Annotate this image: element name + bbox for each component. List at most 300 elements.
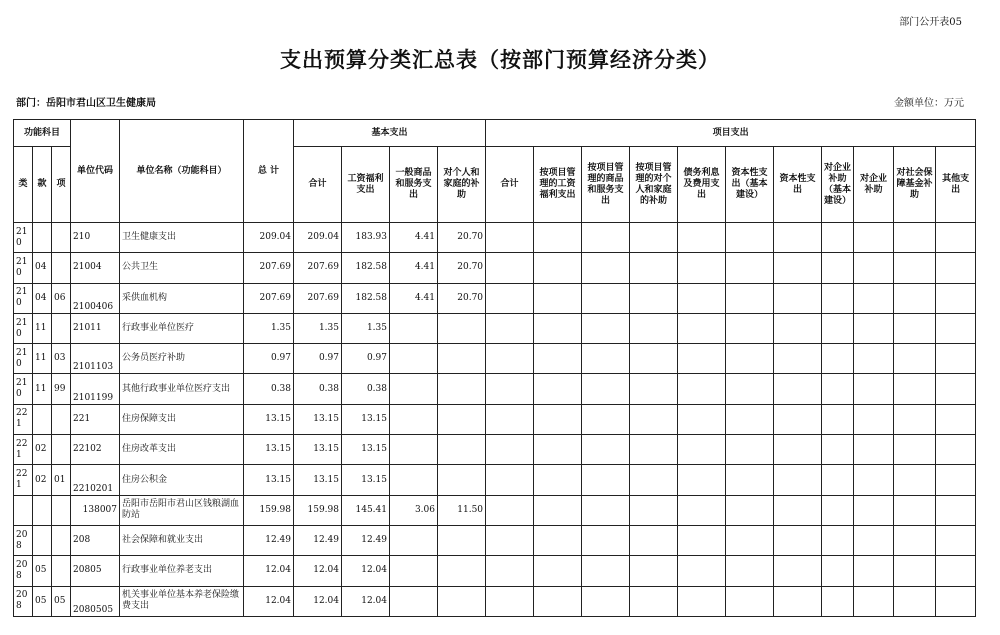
cell-lei: 221	[14, 435, 33, 465]
cell-project-empty	[774, 525, 822, 555]
header-basic-col: 对个人和家庭的补助	[438, 147, 486, 223]
cell-project-empty	[630, 404, 678, 434]
header-kuan: 款	[33, 147, 52, 223]
cell-project-empty	[936, 374, 976, 404]
form-number: 部门公开表05	[899, 17, 962, 28]
cell-kuan: 05	[33, 556, 52, 586]
cell-project-empty	[894, 374, 936, 404]
cell-project-empty	[936, 404, 976, 434]
cell-xiang	[52, 525, 71, 555]
cell-project-empty	[486, 344, 534, 374]
cell-project-empty	[582, 586, 630, 616]
cell-project-empty	[936, 435, 976, 465]
cell-unit-name: 行政事业单位养老支出	[120, 556, 244, 586]
cell-project-empty	[486, 223, 534, 253]
cell-project-empty	[678, 374, 726, 404]
cell-project-empty	[726, 404, 774, 434]
cell-project-empty	[774, 495, 822, 525]
cell-personal: 20.70	[438, 253, 486, 283]
cell-personal	[438, 344, 486, 374]
cell-project-empty	[894, 465, 936, 495]
cell-lei: 221	[14, 404, 33, 434]
cell-basic-total: 13.15	[294, 465, 342, 495]
cell-project-empty	[582, 313, 630, 343]
table-row	[14, 556, 976, 586]
cell-project-empty	[774, 435, 822, 465]
cell-unit-code: 20805	[71, 556, 120, 586]
cell-kuan: 05	[33, 586, 52, 616]
cell-project-empty	[486, 556, 534, 586]
cell-project-empty	[678, 404, 726, 434]
cell-project-empty	[774, 253, 822, 283]
cell-goods	[390, 586, 438, 616]
cell-project-empty	[678, 283, 726, 313]
cell-project-empty	[534, 525, 582, 555]
cell-unit-name: 住房公积金	[120, 465, 244, 495]
cell-project-empty	[894, 495, 936, 525]
cell-project-empty	[678, 253, 726, 283]
cell-project-empty	[726, 374, 774, 404]
cell-unit-code: 210	[71, 223, 120, 253]
header-project-col: 按项目管理的工资福利支出	[534, 147, 582, 223]
cell-total: 12.49	[244, 525, 294, 555]
cell-project-empty	[678, 495, 726, 525]
cell-total: 207.69	[244, 283, 294, 313]
cell-project-empty	[894, 313, 936, 343]
cell-project-empty	[822, 313, 854, 343]
cell-unit-code: 21011	[71, 313, 120, 343]
cell-unit-code: 2101103	[71, 344, 120, 374]
cell-project-empty	[774, 465, 822, 495]
cell-basic-total: 207.69	[294, 253, 342, 283]
cell-xiang	[52, 253, 71, 283]
cell-xiang	[52, 313, 71, 343]
cell-xiang	[52, 404, 71, 434]
cell-project-empty	[630, 283, 678, 313]
table-row	[14, 344, 976, 374]
cell-wage: 182.58	[342, 253, 390, 283]
cell-project-empty	[894, 283, 936, 313]
table-body	[14, 223, 976, 617]
cell-project-empty	[894, 404, 936, 434]
header-project-col: 对企业补助	[854, 147, 894, 223]
cell-project-empty	[534, 465, 582, 495]
cell-project-empty	[534, 283, 582, 313]
cell-goods: 4.41	[390, 223, 438, 253]
cell-project-empty	[936, 313, 976, 343]
cell-project-empty	[822, 465, 854, 495]
cell-project-empty	[822, 586, 854, 616]
cell-project-empty	[630, 495, 678, 525]
cell-goods	[390, 465, 438, 495]
cell-project-empty	[534, 556, 582, 586]
cell-project-empty	[822, 556, 854, 586]
cell-project-empty	[630, 313, 678, 343]
cell-kuan: 04	[33, 253, 52, 283]
cell-project-empty	[534, 404, 582, 434]
header-basic-col: 工资福利支出	[342, 147, 390, 223]
header-project-col: 资本性支出（基本建设）	[726, 147, 774, 223]
cell-project-empty	[774, 223, 822, 253]
cell-project-empty	[630, 344, 678, 374]
cell-project-empty	[726, 344, 774, 374]
cell-project-empty	[822, 253, 854, 283]
cell-project-empty	[894, 525, 936, 555]
cell-project-empty	[678, 525, 726, 555]
cell-personal	[438, 586, 486, 616]
cell-project-empty	[582, 253, 630, 283]
table-row	[14, 495, 976, 525]
cell-project-empty	[534, 253, 582, 283]
cell-lei: 210	[14, 374, 33, 404]
header-project-col: 对企业补助（基本建设）	[822, 147, 854, 223]
cell-project-empty	[630, 556, 678, 586]
table-row	[14, 374, 976, 404]
header-project-col: 按项目管理的对个人和家庭的补助	[630, 147, 678, 223]
cell-lei: 210	[14, 344, 33, 374]
cell-unit-name: 机关事业单位基本养老保险缴费支出	[120, 586, 244, 616]
cell-project-empty	[630, 374, 678, 404]
cell-total: 1.35	[244, 313, 294, 343]
cell-project-empty	[486, 465, 534, 495]
cell-personal: 11.50	[438, 495, 486, 525]
cell-project-empty	[774, 313, 822, 343]
cell-project-empty	[854, 283, 894, 313]
cell-wage: 12.04	[342, 556, 390, 586]
cell-project-empty	[726, 465, 774, 495]
cell-unit-name: 行政事业单位医疗	[120, 313, 244, 343]
cell-project-empty	[894, 253, 936, 283]
header-project-col: 按项目管理的商品和服务支出	[582, 147, 630, 223]
cell-kuan	[33, 404, 52, 434]
cell-total: 13.15	[244, 435, 294, 465]
cell-unit-code: 2101199	[71, 374, 120, 404]
cell-project-empty	[894, 435, 936, 465]
cell-project-empty	[486, 495, 534, 525]
cell-kuan: 11	[33, 344, 52, 374]
header-project-col: 其他支出	[936, 147, 976, 223]
cell-project-empty	[936, 525, 976, 555]
cell-project-empty	[936, 253, 976, 283]
cell-project-empty	[534, 344, 582, 374]
cell-project-empty	[534, 223, 582, 253]
cell-lei: 210	[14, 313, 33, 343]
cell-project-empty	[894, 223, 936, 253]
cell-project-empty	[630, 465, 678, 495]
cell-xiang	[52, 223, 71, 253]
cell-project-empty	[582, 556, 630, 586]
table-row	[14, 313, 976, 343]
cell-unit-code: 22102	[71, 435, 120, 465]
cell-project-empty	[726, 283, 774, 313]
cell-project-empty	[486, 586, 534, 616]
cell-personal	[438, 435, 486, 465]
cell-project-empty	[854, 495, 894, 525]
cell-project-empty	[534, 586, 582, 616]
cell-project-empty	[774, 556, 822, 586]
cell-project-empty	[854, 404, 894, 434]
cell-basic-total: 12.04	[294, 586, 342, 616]
cell-project-empty	[534, 374, 582, 404]
cell-project-empty	[582, 465, 630, 495]
cell-kuan	[33, 495, 52, 525]
cell-project-empty	[582, 435, 630, 465]
cell-unit-name: 住房改革支出	[120, 435, 244, 465]
cell-wage: 183.93	[342, 223, 390, 253]
cell-total: 159.98	[244, 495, 294, 525]
cell-kuan: 11	[33, 313, 52, 343]
cell-total: 0.38	[244, 374, 294, 404]
cell-wage: 13.15	[342, 435, 390, 465]
cell-project-empty	[486, 435, 534, 465]
cell-project-empty	[678, 465, 726, 495]
header-basic-col: 合计	[294, 147, 342, 223]
header-xiang: 项	[52, 147, 71, 223]
cell-xiang: 99	[52, 374, 71, 404]
cell-project-empty	[678, 344, 726, 374]
cell-personal	[438, 404, 486, 434]
cell-xiang: 06	[52, 283, 71, 313]
header-project-col: 资本性支出	[774, 147, 822, 223]
table-row	[14, 253, 976, 283]
cell-wage: 0.38	[342, 374, 390, 404]
cell-project-empty	[854, 253, 894, 283]
cell-wage: 0.97	[342, 344, 390, 374]
table-row	[14, 223, 976, 253]
cell-project-empty	[630, 253, 678, 283]
cell-project-empty	[582, 283, 630, 313]
header-total: 总 计	[244, 120, 294, 223]
cell-project-empty	[678, 556, 726, 586]
cell-unit-code: 208	[71, 525, 120, 555]
cell-project-empty	[822, 344, 854, 374]
table-row	[14, 465, 976, 495]
cell-project-empty	[774, 344, 822, 374]
cell-goods	[390, 313, 438, 343]
cell-basic-total: 159.98	[294, 495, 342, 525]
cell-personal: 20.70	[438, 223, 486, 253]
table-row	[14, 283, 976, 313]
cell-goods	[390, 344, 438, 374]
cell-project-empty	[486, 404, 534, 434]
cell-project-empty	[822, 495, 854, 525]
cell-lei: 221	[14, 465, 33, 495]
cell-personal	[438, 313, 486, 343]
cell-project-empty	[936, 465, 976, 495]
cell-basic-total: 13.15	[294, 404, 342, 434]
cell-project-empty	[630, 586, 678, 616]
cell-unit-name: 公务员医疗补助	[120, 344, 244, 374]
cell-project-empty	[936, 344, 976, 374]
header-lei: 类	[14, 147, 33, 223]
cell-project-empty	[854, 374, 894, 404]
cell-basic-total: 12.04	[294, 556, 342, 586]
cell-personal: 20.70	[438, 283, 486, 313]
cell-project-empty	[726, 495, 774, 525]
cell-goods	[390, 435, 438, 465]
cell-project-empty	[678, 586, 726, 616]
cell-xiang	[52, 435, 71, 465]
cell-project-empty	[936, 223, 976, 253]
cell-project-empty	[582, 525, 630, 555]
cell-unit-name: 岳阳市岳阳市君山区钱粮湖血防站	[120, 495, 244, 525]
cell-unit-name: 社会保障和就业支出	[120, 525, 244, 555]
cell-xiang	[52, 556, 71, 586]
cell-unit-name: 公共卫生	[120, 253, 244, 283]
cell-project-empty	[726, 313, 774, 343]
cell-basic-total: 209.04	[294, 223, 342, 253]
cell-unit-name: 卫生健康支出	[120, 223, 244, 253]
header-project-col: 对社会保障基金补助	[894, 147, 936, 223]
amount-unit-label: 金额单位：万元	[894, 98, 964, 109]
cell-goods	[390, 404, 438, 434]
cell-project-empty	[854, 556, 894, 586]
cell-kuan: 11	[33, 374, 52, 404]
table-row	[14, 435, 976, 465]
cell-xiang: 01	[52, 465, 71, 495]
cell-project-empty	[726, 435, 774, 465]
cell-lei: 210	[14, 283, 33, 313]
cell-project-empty	[582, 344, 630, 374]
cell-project-empty	[726, 525, 774, 555]
cell-project-empty	[582, 404, 630, 434]
cell-xiang: 03	[52, 344, 71, 374]
cell-project-empty	[774, 404, 822, 434]
header-project-col: 合计	[486, 147, 534, 223]
cell-xiang: 05	[52, 586, 71, 616]
header-unit-name: 单位名称（功能科目）	[120, 120, 244, 223]
cell-project-empty	[854, 435, 894, 465]
cell-project-empty	[822, 525, 854, 555]
cell-xiang	[52, 495, 71, 525]
cell-project-empty	[854, 586, 894, 616]
cell-total: 209.04	[244, 223, 294, 253]
cell-wage: 12.49	[342, 525, 390, 555]
table-row	[14, 404, 976, 434]
cell-personal	[438, 374, 486, 404]
cell-wage: 182.58	[342, 283, 390, 313]
cell-basic-total: 13.15	[294, 435, 342, 465]
cell-basic-total: 1.35	[294, 313, 342, 343]
cell-project-empty	[894, 556, 936, 586]
department-label: 部门：岳阳市君山区卫生健康局	[16, 98, 156, 109]
page-title: 支出预算分类汇总表（按部门预算经济分类）	[280, 47, 720, 72]
cell-personal	[438, 556, 486, 586]
cell-goods	[390, 525, 438, 555]
cell-unit-code: 21004	[71, 253, 120, 283]
cell-project-empty	[774, 374, 822, 404]
header-project: 项目支出	[486, 120, 976, 147]
cell-project-empty	[726, 586, 774, 616]
budget-table	[13, 119, 976, 617]
cell-goods: 4.41	[390, 253, 438, 283]
cell-project-empty	[936, 586, 976, 616]
cell-kuan	[33, 223, 52, 253]
cell-project-empty	[894, 586, 936, 616]
cell-project-empty	[854, 525, 894, 555]
cell-kuan: 02	[33, 435, 52, 465]
cell-lei: 208	[14, 525, 33, 555]
cell-unit-code: 138007	[71, 495, 120, 525]
cell-lei: 210	[14, 223, 33, 253]
cell-project-empty	[534, 495, 582, 525]
cell-project-empty	[534, 313, 582, 343]
cell-goods: 4.41	[390, 283, 438, 313]
cell-project-empty	[486, 525, 534, 555]
cell-wage: 13.15	[342, 404, 390, 434]
cell-unit-code: 2080505	[71, 586, 120, 616]
table-row	[14, 525, 976, 555]
cell-unit-name: 其他行政事业单位医疗支出	[120, 374, 244, 404]
cell-project-empty	[854, 313, 894, 343]
cell-project-empty	[582, 223, 630, 253]
cell-project-empty	[630, 435, 678, 465]
cell-project-empty	[894, 344, 936, 374]
cell-total: 0.97	[244, 344, 294, 374]
cell-unit-name: 采供血机构	[120, 283, 244, 313]
cell-project-empty	[774, 586, 822, 616]
cell-project-empty	[582, 495, 630, 525]
cell-kuan: 04	[33, 283, 52, 313]
cell-basic-total: 0.38	[294, 374, 342, 404]
cell-project-empty	[486, 374, 534, 404]
cell-wage: 1.35	[342, 313, 390, 343]
cell-project-empty	[822, 374, 854, 404]
cell-project-empty	[936, 283, 976, 313]
cell-project-empty	[854, 223, 894, 253]
cell-total: 13.15	[244, 465, 294, 495]
cell-project-empty	[822, 404, 854, 434]
cell-wage: 13.15	[342, 465, 390, 495]
cell-total: 12.04	[244, 586, 294, 616]
cell-project-empty	[630, 525, 678, 555]
cell-total: 13.15	[244, 404, 294, 434]
cell-unit-code: 2210201	[71, 465, 120, 495]
cell-project-empty	[726, 253, 774, 283]
cell-project-empty	[822, 223, 854, 253]
cell-project-empty	[678, 313, 726, 343]
cell-project-empty	[822, 435, 854, 465]
cell-unit-code: 221	[71, 404, 120, 434]
cell-kuan: 02	[33, 465, 52, 495]
cell-wage: 12.04	[342, 586, 390, 616]
cell-personal	[438, 525, 486, 555]
table-row	[14, 586, 976, 616]
cell-project-empty	[630, 223, 678, 253]
cell-total: 207.69	[244, 253, 294, 283]
header-basic-col: 一般商品和服务支出	[390, 147, 438, 223]
cell-wage: 145.41	[342, 495, 390, 525]
cell-project-empty	[678, 435, 726, 465]
cell-project-empty	[726, 223, 774, 253]
cell-project-empty	[582, 374, 630, 404]
cell-basic-total: 0.97	[294, 344, 342, 374]
header-unit-code: 单位代码	[71, 120, 120, 223]
cell-project-empty	[854, 465, 894, 495]
cell-lei: 210	[14, 253, 33, 283]
cell-project-empty	[774, 283, 822, 313]
cell-project-empty	[726, 556, 774, 586]
cell-goods	[390, 556, 438, 586]
cell-project-empty	[534, 435, 582, 465]
cell-project-empty	[936, 556, 976, 586]
cell-project-empty	[486, 253, 534, 283]
cell-project-empty	[678, 223, 726, 253]
cell-unit-name: 住房保障支出	[120, 404, 244, 434]
cell-project-empty	[486, 313, 534, 343]
cell-project-empty	[854, 344, 894, 374]
cell-project-empty	[486, 283, 534, 313]
